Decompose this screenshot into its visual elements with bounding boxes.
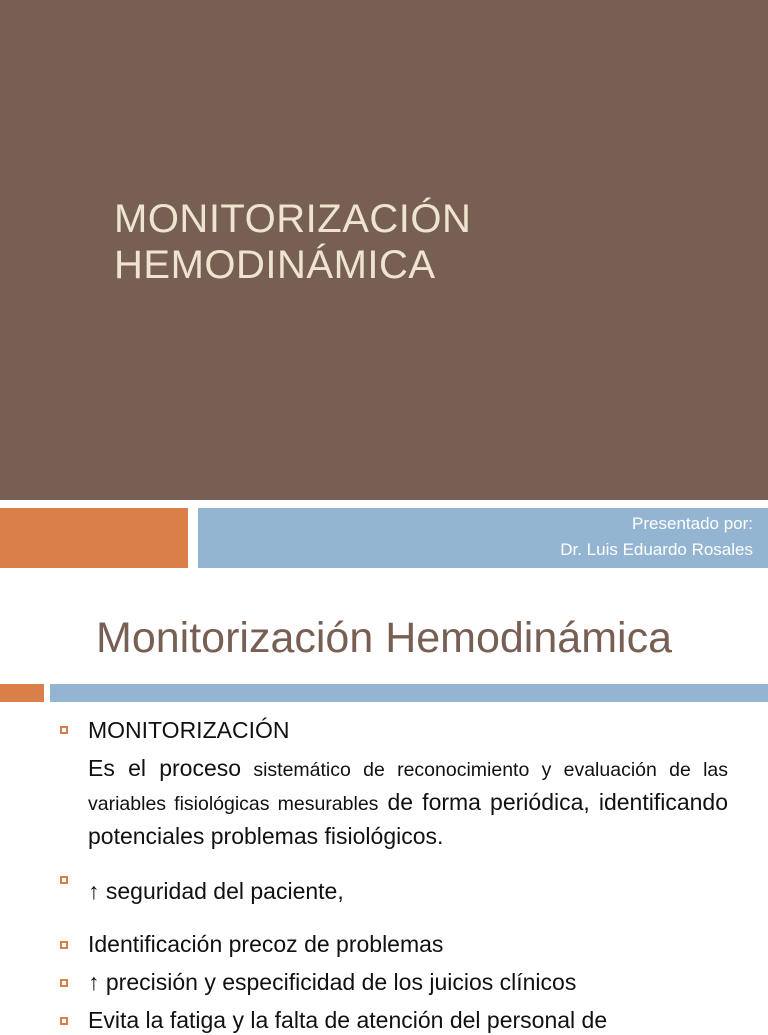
accent-band-orange [0, 508, 188, 568]
definition-part-3: de forma periódica, identificando potenciales problemas fisiológicos. [88, 789, 729, 849]
title-slide-heading [114, 196, 471, 288]
presenter-label: Presentado por: [632, 514, 753, 533]
square-bullet-icon [60, 876, 68, 884]
title-rule-orange [0, 684, 44, 702]
title-rule-blue [50, 684, 768, 702]
content-slide-title: Monitorización Hemodinámica [96, 614, 672, 662]
title-slide-background [0, 0, 768, 500]
definition-part-2: sistemático de reconocimiento y evaluación de las variables fisiológicas mesurables [88, 759, 728, 815]
square-bullet-icon [60, 726, 68, 734]
title-line-2: HEMODINÁMICA [114, 243, 436, 287]
square-bullet-icon [60, 941, 68, 949]
definition-paragraph [88, 752, 728, 852]
list-item: Evita la fatiga y la falta de atención del personal de [88, 1007, 608, 1033]
presenter-name: Dr. Luis Eduardo Rosales [560, 540, 753, 559]
square-bullet-icon [60, 979, 68, 987]
list-item: Identificación precoz de problemas [88, 931, 444, 957]
title-line-1: MONITORIZACIÓN [114, 197, 472, 241]
presenter-credit [560, 511, 753, 563]
definition-part-1: Es el proceso [88, 755, 242, 781]
list-item: ↑ precisión y especificidad de los juicios clínicos [88, 969, 577, 995]
definition-heading: MONITORIZACIÓN [88, 717, 290, 743]
list-item: ↑ seguridad del paciente, [88, 878, 344, 904]
